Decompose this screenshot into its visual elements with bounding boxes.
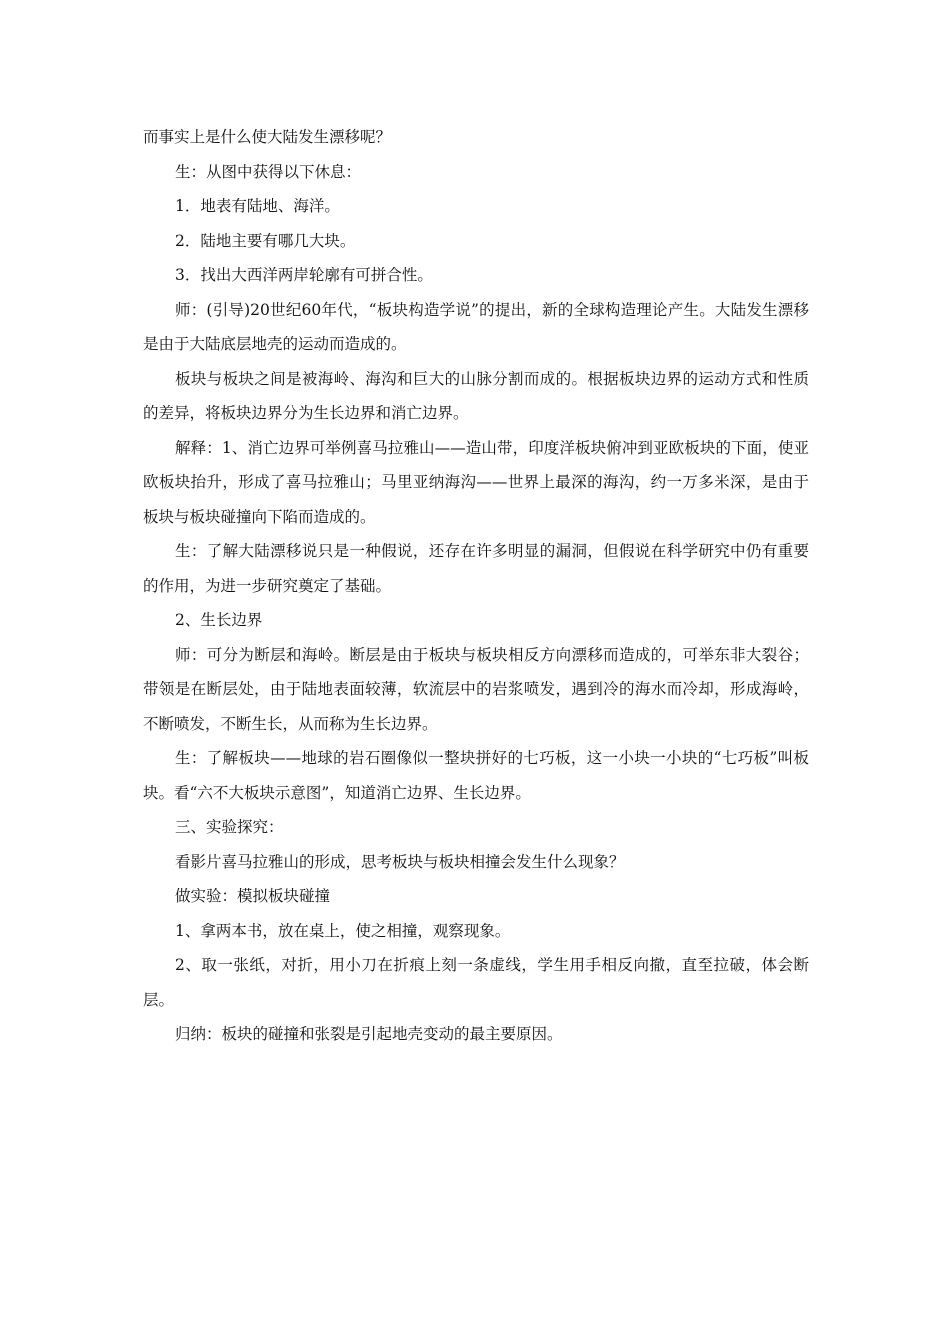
- paragraph: 生：从图中获得以下休息：: [175, 162, 362, 181]
- list-item: 2、取一张纸，对折，用小刀在折痕上刻一条虚线，学生用手相反向撤，直至拉破，体会断层。: [143, 956, 809, 1009]
- paragraph: 师：(引导)20世纪60年代，“板块构造学说”的提出，新的全球构造理论产生。大陆发生漂移是由于大陆底层地壳的运动而造成的。: [143, 300, 809, 353]
- list-item: 1、拿两本书，放在桌上，使之相撞，观察现象。: [175, 921, 511, 940]
- paragraph: 解释：1、消亡边界可举例喜马拉雅山——造山带，印度洋板块俯冲到亚欧板块的下面，使亚欧板块抬升，形成了喜马拉雅山；马里亚纳海沟——世界上最深的海沟，约一万多米深，是由于板块与板块碰撞向下陷而造成的。: [143, 438, 809, 526]
- paragraph: 生：了解大陆漂移说只是一种假说，还存在许多明显的漏洞，但假说在科学研究中仍有重要的作用，为进一步研究奠定了基础。: [143, 542, 809, 595]
- section-heading: 三、实验探究：: [175, 818, 284, 836]
- list-item: 1．地表有陆地、海洋。: [175, 197, 340, 215]
- paragraph: 做实验：模拟板块碰撞: [175, 887, 331, 905]
- list-item: 3．找出大西洋两岸轮廓有可拼合性。: [175, 266, 433, 284]
- paragraph: 师：可分为断层和海岭。断层是由于板块与板块相反方向漂移而造成的，可举东非大裂谷；带领是在断层处，由于陆地表面较薄，软流层中的岩浆喷发，遇到冷的海水而冷却，形成海岭，不断喷发，不断生长，从而称为生长边界。: [143, 645, 809, 733]
- paragraph: 看影片喜马拉雅山的形成，思考板块与板块相撞会发生什么现象？: [175, 852, 625, 871]
- list-item: 2．陆地主要有哪几大块。: [175, 231, 356, 250]
- section-heading: 2、生长边界: [175, 611, 263, 629]
- paragraph: 而事实上是什么使大陆发生漂移呢？: [143, 128, 392, 146]
- paragraph: 归纳：板块的碰撞和张裂是引起地壳变动的最主要原因。: [175, 1025, 563, 1043]
- paragraph: 生：了解板块——地球的岩石圈像似一整块拼好的七巧板，这一小块一小块的“七巧板”叫板块。看“六不大板块示意图”，知道消亡边界、生长边界。: [143, 749, 809, 802]
- document-body: [143, 120, 809, 1052]
- paragraph: 板块与板块之间是被海岭、海沟和巨大的山脉分割而成的。根据板块边界的运动方式和性质的差异，将板块边界分为生长边界和消亡边界。: [143, 369, 809, 422]
